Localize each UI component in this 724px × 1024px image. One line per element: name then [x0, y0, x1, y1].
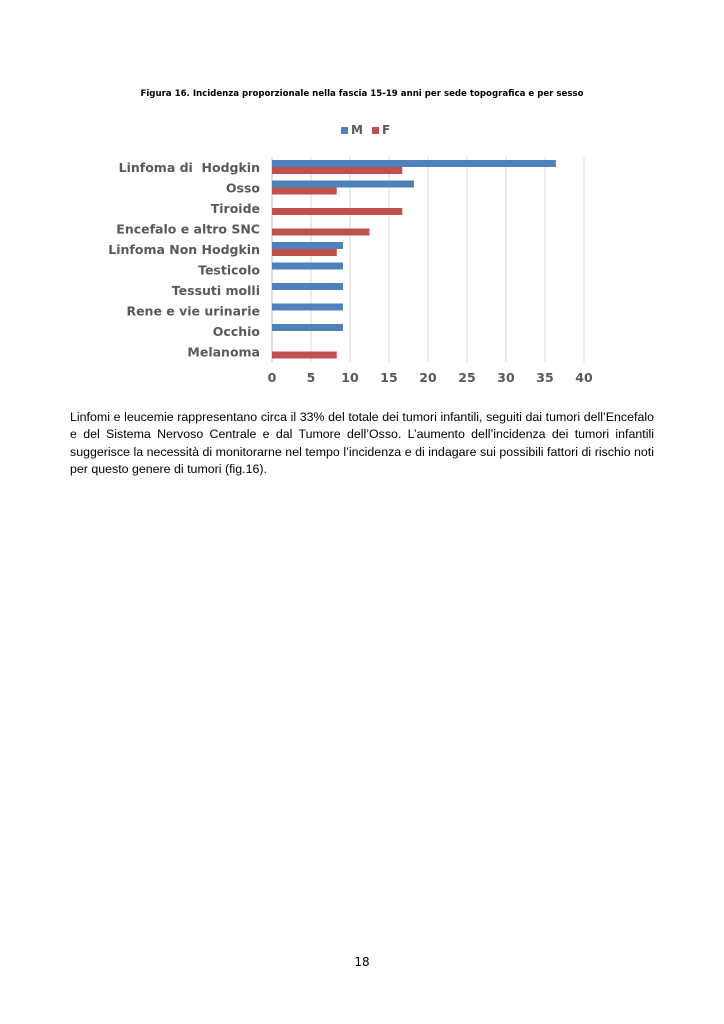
bars [272, 160, 556, 359]
page-number: 18 [354, 955, 370, 969]
legend-label-m: M [351, 123, 363, 137]
x-tick-label: 10 [341, 370, 359, 385]
category-label: Melanoma [187, 344, 260, 360]
category-label: Tessuti molli [171, 282, 260, 298]
legend [341, 123, 390, 137]
category-label: Tiroide [210, 200, 260, 216]
x-tick-label: 30 [497, 370, 515, 385]
x-tick-label: 20 [419, 370, 437, 385]
bar-f [272, 352, 337, 359]
legend-label-f: F [382, 123, 391, 137]
legend-swatch-m [341, 127, 348, 134]
category-label: Encefalo e altro SNC [116, 221, 260, 237]
bar-f [272, 208, 402, 215]
category-label: Testicolo [198, 262, 260, 278]
x-tick-label: 35 [536, 370, 554, 385]
category-label: Linfoma Non Hodgkin [108, 241, 260, 257]
category-labels [108, 160, 260, 360]
category-label: Osso [225, 180, 260, 196]
bar-m [272, 263, 343, 270]
body-paragraph: Linfomi e leucemie rappresentano circa il 33% del totale dei tumori infantili, seguiti dai tumori dell’Encefalo e del Sistema Nervoso Centrale e dal Tumore dell’Osso. L’aumento dell’incidenza dei tumori infantili suggerisce la necessità di monitorarne nel tempo l’incidenza e di indagare sui possibili fattori di rischio noti per questo genere di tumori (fig.16). [70, 410, 654, 476]
bar-m [272, 181, 414, 188]
bar-m [272, 304, 343, 311]
legend-swatch-f [372, 127, 379, 134]
bar-m [272, 160, 556, 167]
bar-f [272, 188, 337, 195]
bar-m [272, 242, 343, 249]
category-label: Linfoma di Hodgkin [118, 159, 260, 175]
x-tick-label: 5 [306, 370, 316, 385]
bar-f [272, 167, 402, 174]
bar-m [272, 283, 343, 290]
bar-f [272, 249, 337, 256]
x-tick-label: 25 [458, 370, 476, 385]
bar-f [272, 229, 370, 236]
x-tick-labels [268, 370, 593, 385]
x-tick-label: 0 [267, 370, 277, 385]
x-tick-label: 15 [380, 370, 398, 385]
category-label: Rene e vie urinarie [126, 303, 260, 319]
category-label: Occhio [212, 323, 260, 339]
bar-m [272, 324, 343, 331]
figure-title: Figura 16. Incidenza proporzionale nella fascia 15-19 anni per sede topografica e per sesso [140, 89, 584, 99]
chart [0, 110, 724, 400]
x-tick-label: 40 [575, 370, 593, 385]
